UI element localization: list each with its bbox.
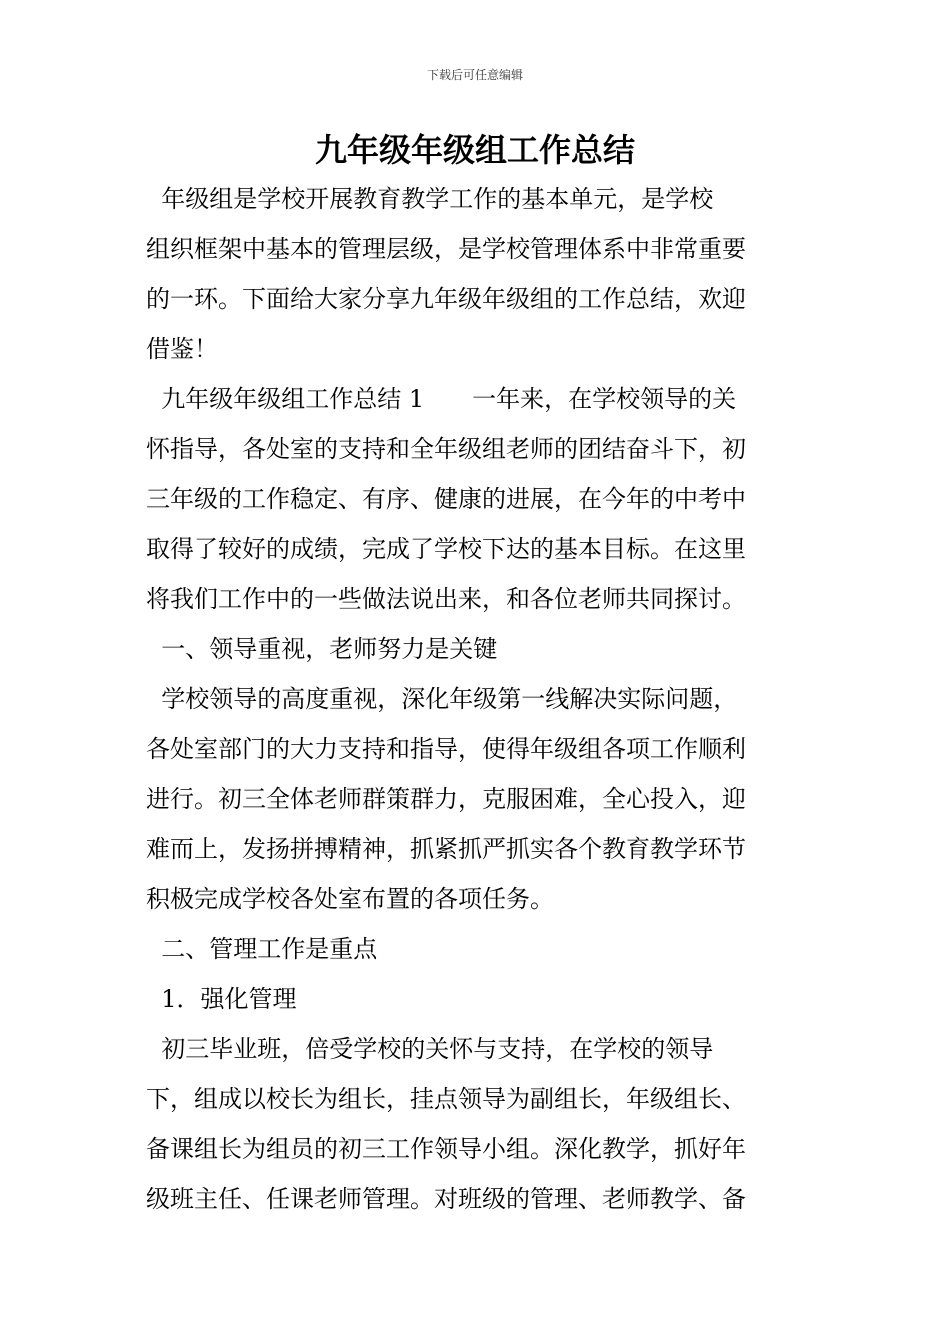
text-line: 学校领导的高度重视，深化年级第一线解决实际问题， [146, 685, 738, 713]
text-line: 借鉴！ [146, 335, 218, 363]
text-line: 年级组是学校开展教育教学工作的基本单元，是学校 [146, 185, 714, 213]
text-line: 怀指导，各处室的支持和全年级组老师的团结奋斗下，初 [146, 435, 746, 463]
text-line: 将我们工作中的一些做法说出来，和各位老师共同探讨。 [146, 585, 746, 613]
header-note: 下载后可任意编辑 [426, 68, 523, 82]
document-body [146, 174, 826, 1224]
text-line: 下，组成以校长为组长，挂点领导为副组长，年级组长、 [146, 1085, 746, 1113]
text-line: 积极完成学校各处室布置的各项任务。 [146, 885, 554, 913]
text-line: 进行。初三全体老师群策群力，克服困难，全心投入，迎 [146, 785, 746, 813]
text-line: 各处室部门的大力支持和指导，使得年级组各项工作顺利 [146, 735, 746, 763]
text-line: 初三毕业班，倍受学校的关怀与支持，在学校的领导 [146, 1035, 714, 1063]
subsection-heading: 1．强化管理 [146, 985, 297, 1013]
section-heading: 一、领导重视，老师努力是关键 [146, 635, 498, 663]
text-line: 组织框架中基本的管理层级，是学校管理体系中非常重要 [146, 235, 746, 263]
text-line: 三年级的工作稳定、有序、健康的进展，在今年的中考中 [146, 485, 746, 513]
section-heading: 二、管理工作是重点 [146, 935, 378, 963]
text-line: 难而上，发扬拼搏精神，抓紧抓严抓实各个教育教学环节 [146, 835, 746, 863]
text-line: 取得了较好的成绩，完成了学校下达的基本目标。在这里 [146, 535, 746, 563]
text-line: 备课组长为组员的初三工作领导小组。深化教学，抓好年 [146, 1135, 746, 1163]
text-line: 级班主任、任课老师管理。对班级的管理、老师教学、备 [146, 1185, 746, 1213]
text-line: 九年级年级组工作总结 1 一年来，在学校领导的关 [146, 385, 737, 413]
document-title: 九年级年级组工作总结 [314, 131, 635, 169]
text-line: 的一环。下面给大家分享九年级年级组的工作总结，欢迎 [146, 285, 746, 313]
